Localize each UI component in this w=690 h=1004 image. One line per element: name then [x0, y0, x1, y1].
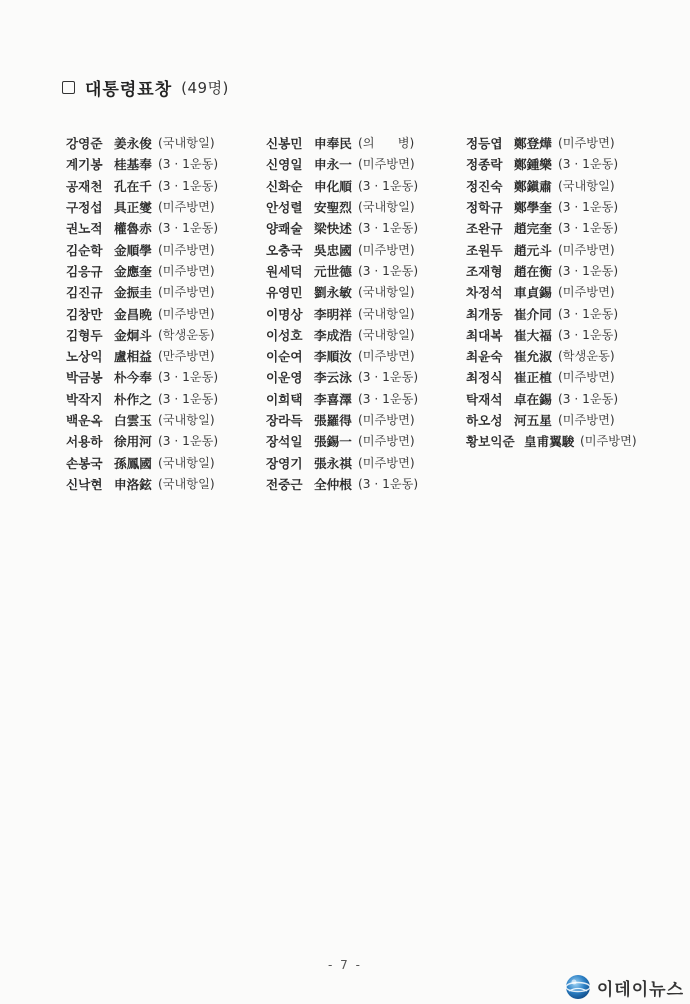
awardee-category: (미주방면) [358, 455, 415, 470]
awardee-hanja: 金振圭 [114, 285, 152, 301]
awardee-hanja: 朴作之 [114, 391, 152, 407]
awardee-category: (3 · 1운동) [558, 263, 619, 278]
awardee-hanja: 李喜澤 [314, 391, 352, 407]
awardee-category: (미주방면) [558, 285, 615, 300]
awardee-name: 백운옥 [66, 413, 103, 428]
awardee-category: (3 · 1운동) [358, 370, 419, 385]
awardee-name: 양쾌술 [266, 221, 303, 237]
awardee-name: 계기봉 [66, 157, 103, 173]
awardee-row [266, 238, 418, 259]
awardee-category: (3 · 1운동) [158, 434, 219, 449]
awardee-category: (3 · 1운동) [158, 157, 219, 172]
awardee-row [266, 366, 418, 387]
awardee-category: (국내항일) [158, 413, 215, 427]
awardee-name: 신낙현 [66, 476, 103, 492]
awardee-row [466, 302, 637, 323]
awardee-row [66, 302, 218, 323]
awardee-name: 유영민 [266, 285, 303, 301]
awardee-hanja: 具正燮 [114, 200, 152, 216]
awardee-category: (3 · 1운동) [558, 306, 619, 321]
awardee-column-2 [266, 132, 418, 494]
awardee-hanja: 梁快述 [314, 221, 352, 237]
awardee-column-1 [66, 132, 218, 494]
awardee-column-3 [466, 132, 637, 451]
awardee-category: (3 · 1운동) [558, 200, 619, 215]
awardee-category: (의 병) [358, 136, 415, 151]
awardee-category: (미주방면) [158, 263, 215, 278]
awardee-hanja: 申奉民 [314, 136, 352, 152]
awardee-row [266, 281, 418, 302]
awardee-category: (3 · 1운동) [158, 370, 219, 385]
awardee-category: (국내항일) [158, 476, 215, 491]
awardee-hanja: 鄭鎭肅 [514, 178, 552, 194]
awardee-hanja: 卓在錫 [514, 391, 552, 407]
awardee-row [66, 238, 218, 259]
awardee-row [266, 473, 418, 494]
awardee-row [66, 260, 218, 281]
awardee-category: (3 · 1운동) [158, 221, 219, 236]
awardee-row [266, 132, 418, 153]
awardee-category: (3 · 1운동) [358, 178, 419, 193]
awardee-hanja: 崔正植 [514, 370, 552, 386]
awardee-row [466, 132, 637, 153]
awardee-category: (미주방면) [558, 413, 615, 427]
awardee-name: 박작지 [66, 391, 103, 407]
awardee-hanja: 張羅得 [314, 413, 352, 428]
awardee-category: (학생운동) [558, 349, 615, 364]
awardee-category: (국내항일) [158, 136, 215, 151]
awardee-row [66, 324, 218, 345]
awardee-row [466, 153, 637, 174]
awardee-name: 권노적 [66, 221, 103, 237]
awardee-category: (미주방면) [358, 434, 415, 449]
awardee-category: (국내항일) [158, 455, 215, 470]
awardee-name: 장석일 [266, 434, 303, 450]
awardee-hanja: 張永祺 [314, 455, 352, 471]
awardee-row [466, 281, 637, 302]
awardee-hanja: 崔介同 [514, 306, 552, 322]
awardee-hanja: 申洛鉉 [114, 476, 152, 492]
awardee-row [466, 409, 637, 430]
awardee-name: 정종락 [466, 157, 503, 173]
logo-text: 이데이뉴스 [596, 979, 684, 1000]
awardee-hanja: 金炯斗 [114, 327, 152, 343]
publisher-logo [565, 974, 684, 1000]
awardee-row [466, 260, 637, 281]
globe-icon [565, 974, 591, 1000]
awardee-category: (3 · 1운동) [558, 327, 619, 342]
awardee-row [66, 281, 218, 302]
awardee-hanja: 安聖烈 [314, 200, 352, 216]
awardee-hanja: 吳忠國 [314, 242, 352, 258]
awardee-name: 이희택 [266, 391, 303, 407]
awardee-category: (미주방면) [358, 349, 415, 364]
awardee-category: (학생운동) [158, 327, 215, 342]
section-title: 대통령표창 [85, 79, 173, 100]
awardee-category: (미주방면) [158, 285, 215, 300]
awardee-category: (미주방면) [558, 136, 615, 151]
awardee-name: 김순학 [66, 242, 103, 258]
awardee-hanja: 李順汝 [314, 349, 352, 365]
awardee-row [66, 217, 218, 238]
awardee-category: (국내항일) [358, 285, 415, 300]
page-number: - 7 - [328, 958, 362, 972]
awardee-name: 원세덕 [266, 263, 303, 279]
awardee-hanja: 申永一 [314, 157, 352, 173]
awardee-row [266, 175, 418, 196]
awardee-name: 정진숙 [466, 178, 503, 194]
awardee-hanja: 申化順 [314, 178, 352, 194]
awardee-name: 탁재석 [466, 391, 503, 407]
awardee-name: 오충국 [266, 242, 303, 258]
awardee-hanja: 盧相益 [114, 349, 152, 365]
awardee-name: 김형두 [66, 327, 103, 343]
awardee-row [266, 324, 418, 345]
awardee-name: 하오성 [466, 413, 503, 428]
awardee-row [266, 217, 418, 238]
awardee-hanja: 桂基奉 [114, 157, 152, 173]
awardee-category: (3 · 1운동) [358, 391, 419, 406]
awardee-row [466, 324, 637, 345]
awardee-hanja: 全仲根 [314, 476, 352, 492]
awardee-hanja: 徐用河 [114, 434, 152, 450]
awardee-row [266, 260, 418, 281]
awardee-row [466, 345, 637, 366]
awardee-category: (국내항일) [358, 327, 415, 342]
awardee-category: (국내항일) [358, 306, 415, 321]
awardee-hanja: 朴今奉 [114, 370, 152, 386]
section-heading [62, 74, 229, 100]
awardee-category: (미주방면) [358, 157, 415, 172]
awardee-hanja: 元世德 [314, 263, 352, 279]
awardee-row [466, 196, 637, 217]
awardee-name: 노상익 [66, 349, 103, 365]
awardee-hanja: 李云泳 [314, 370, 352, 386]
awardee-hanja: 李成浩 [314, 327, 352, 343]
awardee-hanja: 金順學 [114, 242, 152, 258]
awardee-category: (미주방면) [158, 242, 215, 257]
awardee-name: 최개동 [466, 306, 503, 322]
awardee-row [466, 366, 637, 387]
awardee-row [266, 451, 418, 472]
awardee-category: (미주방면) [580, 434, 637, 449]
awardee-row [66, 388, 218, 409]
awardee-name: 신화순 [266, 178, 303, 194]
awardee-category: (3 · 1운동) [558, 157, 619, 172]
awardee-category: (3 · 1운동) [358, 263, 419, 278]
awardee-row [66, 175, 218, 196]
awardee-name: 장라득 [266, 413, 303, 428]
awardee-name: 공재천 [66, 178, 103, 194]
awardee-category: (미주방면) [358, 242, 415, 257]
awardee-name: 신봉민 [266, 136, 303, 152]
awardee-category: (미주방면) [158, 306, 215, 321]
awardee-row [66, 366, 218, 387]
awardee-name: 안성렬 [266, 200, 303, 216]
awardee-hanja: 孫鳳國 [114, 455, 152, 471]
awardee-name: 정학규 [466, 200, 503, 216]
awardee-hanja: 孔在千 [114, 178, 152, 194]
awardee-name: 최정식 [466, 370, 503, 386]
awardee-name: 최윤숙 [466, 349, 503, 365]
awardee-category: (3 · 1운동) [558, 221, 619, 236]
awardee-category: (미주방면) [158, 200, 215, 215]
awardee-category: (미주방면) [558, 370, 615, 385]
awardee-name: 정등엽 [466, 136, 503, 152]
awardee-row [266, 409, 418, 430]
awardee-row [66, 473, 218, 494]
awardee-name: 이순여 [266, 349, 303, 365]
awardee-hanja: 鄭鍾樂 [514, 157, 552, 173]
awardee-row [66, 132, 218, 153]
awardee-name: 김창만 [66, 306, 103, 322]
awardee-name: 장영기 [266, 455, 303, 471]
awardee-name: 김진규 [66, 285, 103, 301]
awardee-row [466, 388, 637, 409]
awardee-name: 조원두 [466, 242, 503, 258]
section-count: (49명) [181, 78, 229, 97]
awardee-name: 황보익준 [466, 434, 515, 450]
awardee-name: 최대복 [466, 327, 503, 343]
awardee-name: 강영준 [66, 136, 103, 152]
awardee-name: 서용하 [66, 434, 103, 450]
awardee-name: 전중근 [266, 476, 303, 492]
awardee-row [266, 430, 418, 451]
awardee-hanja: 金應奎 [114, 263, 152, 279]
checkbox-icon [62, 81, 75, 94]
awardee-name: 이운영 [266, 370, 303, 386]
awardee-hanja: 金昌晩 [114, 306, 152, 322]
awardee-row [266, 345, 418, 366]
awardee-category: (3 · 1운동) [158, 178, 219, 193]
awardee-row [66, 345, 218, 366]
awardee-name: 이명상 [266, 306, 303, 322]
awardee-name: 김응규 [66, 263, 103, 279]
awardee-row [466, 430, 637, 451]
awardee-row [466, 217, 637, 238]
awardee-row [466, 238, 637, 259]
awardee-hanja: 劉永敏 [314, 285, 352, 301]
awardee-name: 조완규 [466, 221, 503, 237]
awardee-hanja: 趙在衡 [514, 263, 552, 279]
awardee-hanja: 姜永俊 [114, 136, 152, 152]
awardee-hanja: 趙元斗 [514, 242, 552, 258]
awardee-hanja: 權魯赤 [114, 221, 152, 237]
awardee-row [66, 153, 218, 174]
awardee-row [466, 175, 637, 196]
awardee-name: 손봉국 [66, 455, 103, 471]
awardee-hanja: 鄭學奎 [514, 200, 552, 216]
awardee-row [266, 388, 418, 409]
awardee-hanja: 車貞錫 [514, 285, 552, 301]
awardee-row [266, 196, 418, 217]
awardee-hanja: 張錫一 [314, 434, 352, 450]
awardee-row [66, 196, 218, 217]
awardee-name: 이성호 [266, 327, 303, 343]
awardee-category: (3 · 1운동) [358, 476, 419, 491]
awardee-category: (국내항일) [358, 200, 415, 215]
awardee-row [266, 153, 418, 174]
awardee-category: (3 · 1운동) [158, 391, 219, 406]
awardee-row [66, 451, 218, 472]
awardee-hanja: 河五星 [514, 413, 552, 428]
awardee-row [66, 430, 218, 451]
awardee-row [66, 409, 218, 430]
awardee-category: (3 · 1운동) [358, 221, 419, 236]
awardee-category: (미주방면) [358, 413, 415, 427]
awardee-category: (국내항일) [558, 178, 615, 193]
awardee-name: 차정석 [466, 285, 503, 301]
awardee-hanja: 趙完奎 [514, 221, 552, 237]
awardee-category: (미주방면) [558, 242, 615, 257]
awardee-hanja: 白雲玉 [114, 413, 152, 428]
awardee-row [266, 302, 418, 323]
awardee-name: 조재형 [466, 263, 503, 279]
awardee-hanja: 李明祥 [314, 306, 352, 322]
awardee-hanja: 崔允淑 [514, 349, 552, 365]
awardee-category: (3 · 1운동) [558, 391, 619, 406]
awardee-name: 신영일 [266, 157, 303, 173]
awardee-hanja: 皇甫翼駿 [524, 434, 575, 450]
awardee-name: 박금봉 [66, 370, 103, 386]
awardee-hanja: 鄭登燁 [514, 136, 552, 152]
awardee-name: 구정섭 [66, 200, 103, 216]
awardee-hanja: 崔大福 [514, 327, 552, 343]
awardee-category: (만주방면) [158, 349, 215, 364]
